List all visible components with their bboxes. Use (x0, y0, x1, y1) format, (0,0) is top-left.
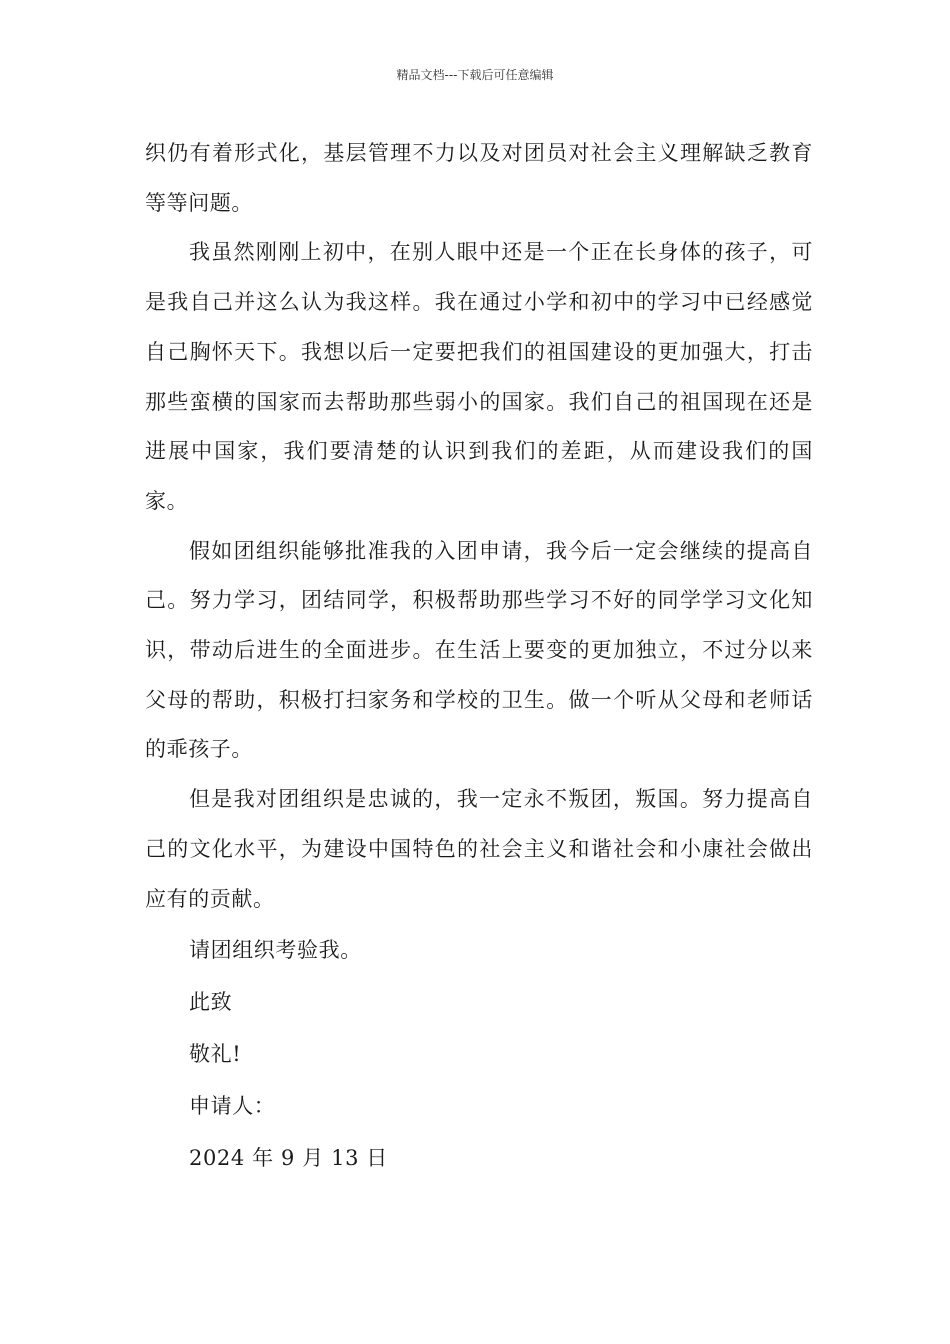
applicant-label: 申请人： (189, 1094, 276, 1119)
letter-date: 2024 年 9 月 13 日 (189, 1146, 388, 1171)
paragraph-commitment: 假如团组织能够批准我的入团申请，我今后一定会继续的提高自己。努力学习，团结同学，积极帮助那些学习不好的同学学习文化知识，带动后进生的全面进步。在生活上要变的更加独立，不过分以来父母的帮助，积极打扫家务和学校的卫生。做一个听从父母和老师话的乖孩子。 (145, 538, 813, 762)
paragraph-aspiration: 我虽然刚刚上初中，在别人眼中还是一个正在长身体的孩子，可是我自己并这么认为我这样。我在通过小学和初中的学习中已经感觉自己胸怀天下。我想以后一定要把我们的祖国建设的更加强大，打击那些蛮横的国家而去帮助那些弱小的国家。我们自己的祖国现在还是进展中国家，我们要清楚的认识到我们的差距，从而建设我们的国家。 (145, 240, 813, 513)
closing-request: 请团组织考验我。 (189, 938, 362, 963)
closing-salutation: 此致 (189, 990, 233, 1015)
paragraph-loyalty: 但是我对团组织是忠诚的，我一定永不叛团，叛国。努力提高自己的文化水平，为建设中国特色的社会主义和谐社会和小康社会做出应有的贡献。 (145, 787, 813, 911)
paragraph-continued: 织仍有着形式化，基层管理不力以及对团员对社会主义理解缺乏教育等等问题。 (145, 141, 813, 215)
letter-body (145, 129, 813, 1184)
closing-respect: 敬礼! (189, 1042, 242, 1067)
page-header: 精品文档---下载后可任意编辑 (396, 68, 554, 82)
